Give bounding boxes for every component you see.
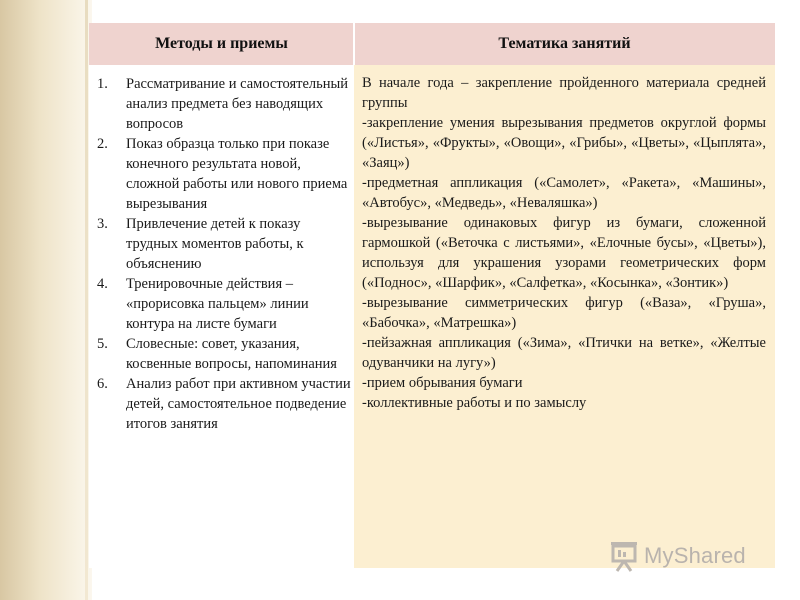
list-number: 1. bbox=[97, 76, 108, 92]
list-item bbox=[97, 374, 355, 434]
topic-line: -прием обрывания бумаги bbox=[362, 375, 523, 391]
presentation-board-icon bbox=[608, 540, 642, 572]
methods-list bbox=[89, 65, 354, 434]
topic-line: -коллективные работы и по замыслу bbox=[362, 395, 587, 411]
topic-line: В начале года – закрепление пройденного материала средней группы bbox=[362, 75, 766, 111]
list-item bbox=[97, 134, 355, 214]
list-item bbox=[97, 274, 355, 334]
header-methods: Методы и приемы bbox=[155, 35, 288, 52]
table-header-row bbox=[89, 23, 775, 65]
list-item-text: Показ образца только при показе конечного результата новой, сложной работы или нового приема вырезывания bbox=[126, 136, 348, 212]
decorative-side-band bbox=[0, 0, 92, 600]
methods-topics-table bbox=[89, 23, 775, 568]
list-number: 4. bbox=[97, 276, 108, 292]
decorative-side-accent bbox=[85, 0, 88, 600]
header-topics: Тематика занятий bbox=[498, 35, 631, 52]
list-number: 3. bbox=[97, 216, 108, 232]
list-item-text: Анализ работ при активном участии детей, самостоятельное подведение итогов занятия bbox=[126, 376, 351, 432]
topics-text bbox=[354, 65, 766, 413]
list-number: 5. bbox=[97, 336, 108, 352]
list-item bbox=[97, 74, 355, 134]
topic-line: -вырезывание симметрических фигур («Ваза», «Груша», «Бабочка», «Матрешка») bbox=[362, 295, 766, 331]
topic-line: -вырезывание одинаковых фигур из бумаги, сложенной гармошкой («Веточка с листьями», «Елочные бусы», «Цветы»), используя для украшения узорами геометрических форм («Поднос», «Шарфик», «Салфетка», «Косынка», «Зонтик») bbox=[362, 215, 766, 291]
watermark-logo bbox=[608, 538, 768, 574]
list-item bbox=[97, 214, 355, 274]
topic-line: -пейзажная аппликация («Зима», «Птички на ветке», «Желтые одуванчики на лугу») bbox=[362, 335, 766, 371]
topics-cell bbox=[354, 65, 775, 568]
list-number: 2. bbox=[97, 136, 108, 152]
list-item-text: Рассматривание и самостоятельный анализ предмета без наводящих вопросов bbox=[126, 76, 349, 132]
list-item-text: Словесные: совет, указания, косвенные вопросы, напоминания bbox=[126, 336, 337, 372]
list-item-text: Привлечение детей к показу трудных моментов работы, к объяснению bbox=[126, 216, 304, 272]
list-item-text: Тренировочные действия – «прорисовка пальцем» линии контура на листе бумаги bbox=[126, 276, 309, 332]
list-item bbox=[97, 334, 355, 374]
list-number: 6. bbox=[97, 376, 108, 392]
watermark-text: MyShared bbox=[644, 543, 746, 568]
topic-line: -предметная аппликация («Самолет», «Ракета», «Машины», «Автобус», «Медведь», «Неваляшка») bbox=[362, 175, 766, 211]
methods-cell bbox=[89, 65, 354, 568]
topic-line: -закрепление умения вырезывания предметов округлой формы («Листья», «Фрукты», «Овощи», «Грибы», «Цветы», «Цыплята», «Заяц») bbox=[362, 115, 766, 171]
